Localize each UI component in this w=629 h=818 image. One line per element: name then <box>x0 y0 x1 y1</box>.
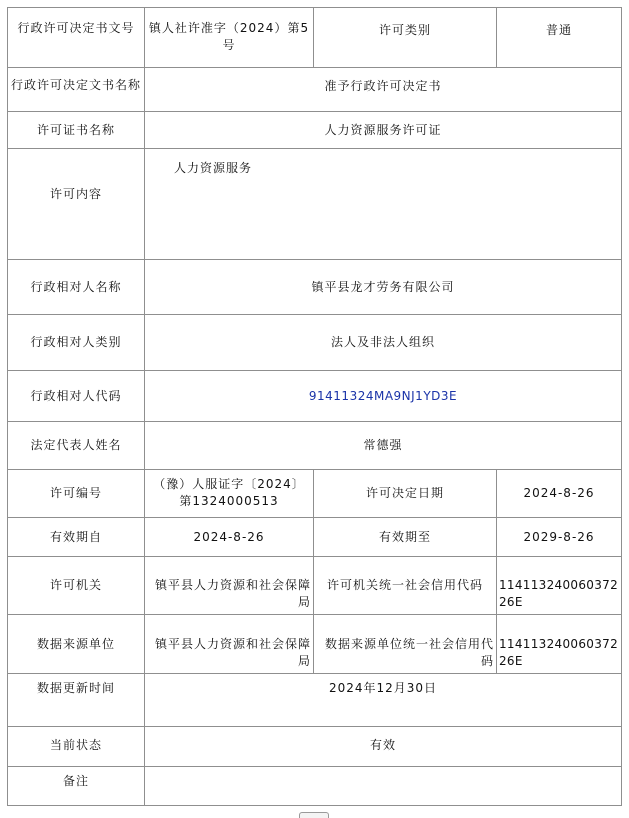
permit-record-table <box>8 8 622 806</box>
authority-code-label: 许可机关统一社会信用代码 <box>313 556 497 615</box>
valid-from-label: 有效期自 <box>7 517 145 557</box>
party-code-value[interactable]: 91411324MA9NJ1YD3E <box>144 370 622 422</box>
valid-to-value: 2029-8-26 <box>496 517 622 557</box>
category-label: 许可类别 <box>313 7 497 68</box>
party-name-value: 镇平县龙才劳务有限公司 <box>144 259 622 315</box>
update-time-label: 数据更新时间 <box>7 673 145 727</box>
remark-value <box>144 766 622 806</box>
horizontal-scrollbar-thumb[interactable] <box>299 812 329 818</box>
remark-label: 备注 <box>7 766 145 806</box>
authority-label: 许可机关 <box>7 556 145 615</box>
authority-value: 镇平县人力资源和社会保障局 <box>144 556 314 615</box>
source-unit-value: 镇平县人力资源和社会保障局 <box>144 614 314 674</box>
party-name-label: 行政相对人名称 <box>7 259 145 315</box>
doc-name-label: 行政许可决定文书名称 <box>7 67 145 112</box>
cert-name-label: 许可证书名称 <box>7 111 145 149</box>
doc-name-value: 准予行政许可决定书 <box>144 67 622 112</box>
legal-rep-value: 常德强 <box>144 421 622 470</box>
source-code-label: 数据来源单位统一社会信用代码 <box>313 614 497 674</box>
valid-to-label: 有效期至 <box>313 517 497 557</box>
status-value: 有效 <box>144 726 622 767</box>
source-code-value: 11411324006037226E <box>496 614 622 674</box>
cert-name-value: 人力资源服务许可证 <box>144 111 622 149</box>
permit-no-value: （豫）人服证字〔2024〕第1324000513 <box>144 469 314 518</box>
authority-code-value: 11411324006037226E <box>496 556 622 615</box>
update-time-value: 2024年12月30日 <box>144 673 622 727</box>
content-value: 人力资源服务 <box>144 148 622 260</box>
permit-no-label: 许可编号 <box>7 469 145 518</box>
status-label: 当前状态 <box>7 726 145 767</box>
legal-rep-label: 法定代表人姓名 <box>7 421 145 470</box>
decision-no-label: 行政许可决定书文号 <box>7 7 145 68</box>
decision-date-value: 2024-8-26 <box>496 469 622 518</box>
category-value: 普通 <box>496 7 622 68</box>
content-label: 许可内容 <box>7 148 145 260</box>
source-unit-label: 数据来源单位 <box>7 614 145 674</box>
party-code-label: 行政相对人代码 <box>7 370 145 422</box>
decision-date-label: 许可决定日期 <box>313 469 497 518</box>
valid-from-value: 2024-8-26 <box>144 517 314 557</box>
party-type-value: 法人及非法人组织 <box>144 314 622 371</box>
decision-no-value: 镇人社许准字（2024）第5号 <box>144 7 314 68</box>
party-type-label: 行政相对人类别 <box>7 314 145 371</box>
